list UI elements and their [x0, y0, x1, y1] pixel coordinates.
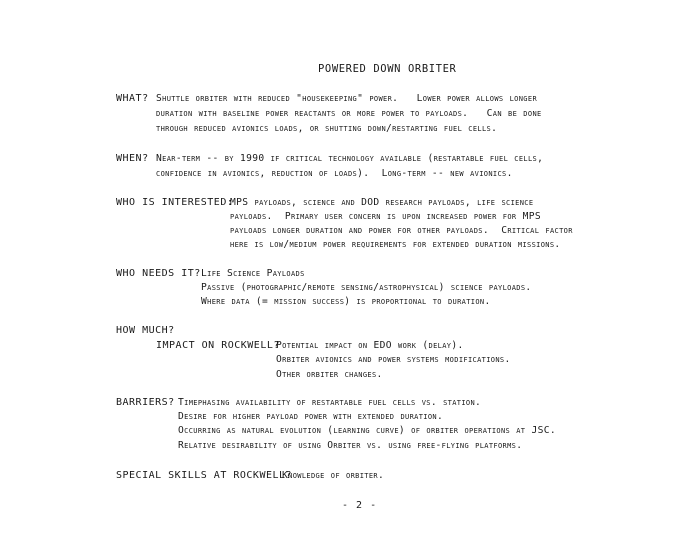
who-needs-label: WHO NEEDS IT?	[116, 268, 201, 279]
who-needs-line-2: Passive (photographic/remote sensing/astrophysical) science payloads.	[201, 282, 532, 293]
document-title: POWERED DOWN ORBITER	[318, 63, 457, 75]
barriers-line-2: Desire for higher payload power with extended duration.	[178, 411, 444, 422]
impact-label: IMPACT ON ROCKWELL?	[156, 340, 280, 351]
impact-line-2: Orbiter avionics and power systems modifications.	[276, 354, 511, 365]
who-interested-line-3: payloads longer duration and power for other payloads. Critical factor	[230, 225, 573, 236]
when-line-1: Near-term -- by 1990 if critical technology available (restartable fuel cells,	[156, 153, 544, 164]
impact-line-3: Other orbiter changes.	[276, 369, 383, 380]
who-interested-line-2: payloads. Primary user concern is upon increased power for MPS	[230, 211, 541, 222]
what-label: WHAT?	[116, 93, 149, 104]
page-number: - 2 -	[342, 500, 378, 511]
barriers-line-4: Relative desirability of using Orbiter vs. using free-flying platforms.	[178, 440, 523, 451]
barriers-line-3: Occurring as natural evolution (learning curve) of orbiter operations at JSC.	[178, 425, 557, 436]
barriers-label: BARRIERS?	[116, 397, 175, 408]
who-needs-line-3: Where data (= mission success) is proportional to duration.	[201, 296, 491, 307]
what-line-2: duration with baseline power reactants or more power to payloads. Can be done	[156, 108, 542, 119]
when-line-2: confidence in avionics, reduction of loads). Long-term -- new avionics.	[156, 168, 513, 179]
special-skills-text: Knowledge of orbiter.	[282, 470, 385, 481]
who-interested-line-4: here is low/medium power requirements for extended duration missions.	[230, 239, 561, 250]
who-interested-label: WHO IS INTERESTED:	[116, 197, 234, 208]
impact-line-1: Potential impact on EDO work (delay).	[276, 340, 464, 351]
barriers-line-1: Timephasing availability of restartable fuel cells vs. station.	[178, 397, 482, 408]
what-line-1: Shuttle orbiter with reduced "housekeeping" power. Lower power allows longer	[156, 93, 538, 104]
special-skills-label: SPECIAL SKILLS AT ROCKWELL?	[116, 470, 293, 481]
who-interested-line-1: MPS payloads, science and DOD research payloads, life science	[230, 197, 534, 208]
who-needs-line-1: Life Science Payloads	[201, 268, 305, 279]
what-line-3: through reduced avionics loads, or shutting down/restarting fuel cells.	[156, 123, 498, 134]
when-label: WHEN?	[116, 153, 149, 164]
how-much-label: HOW MUCH?	[116, 325, 175, 336]
